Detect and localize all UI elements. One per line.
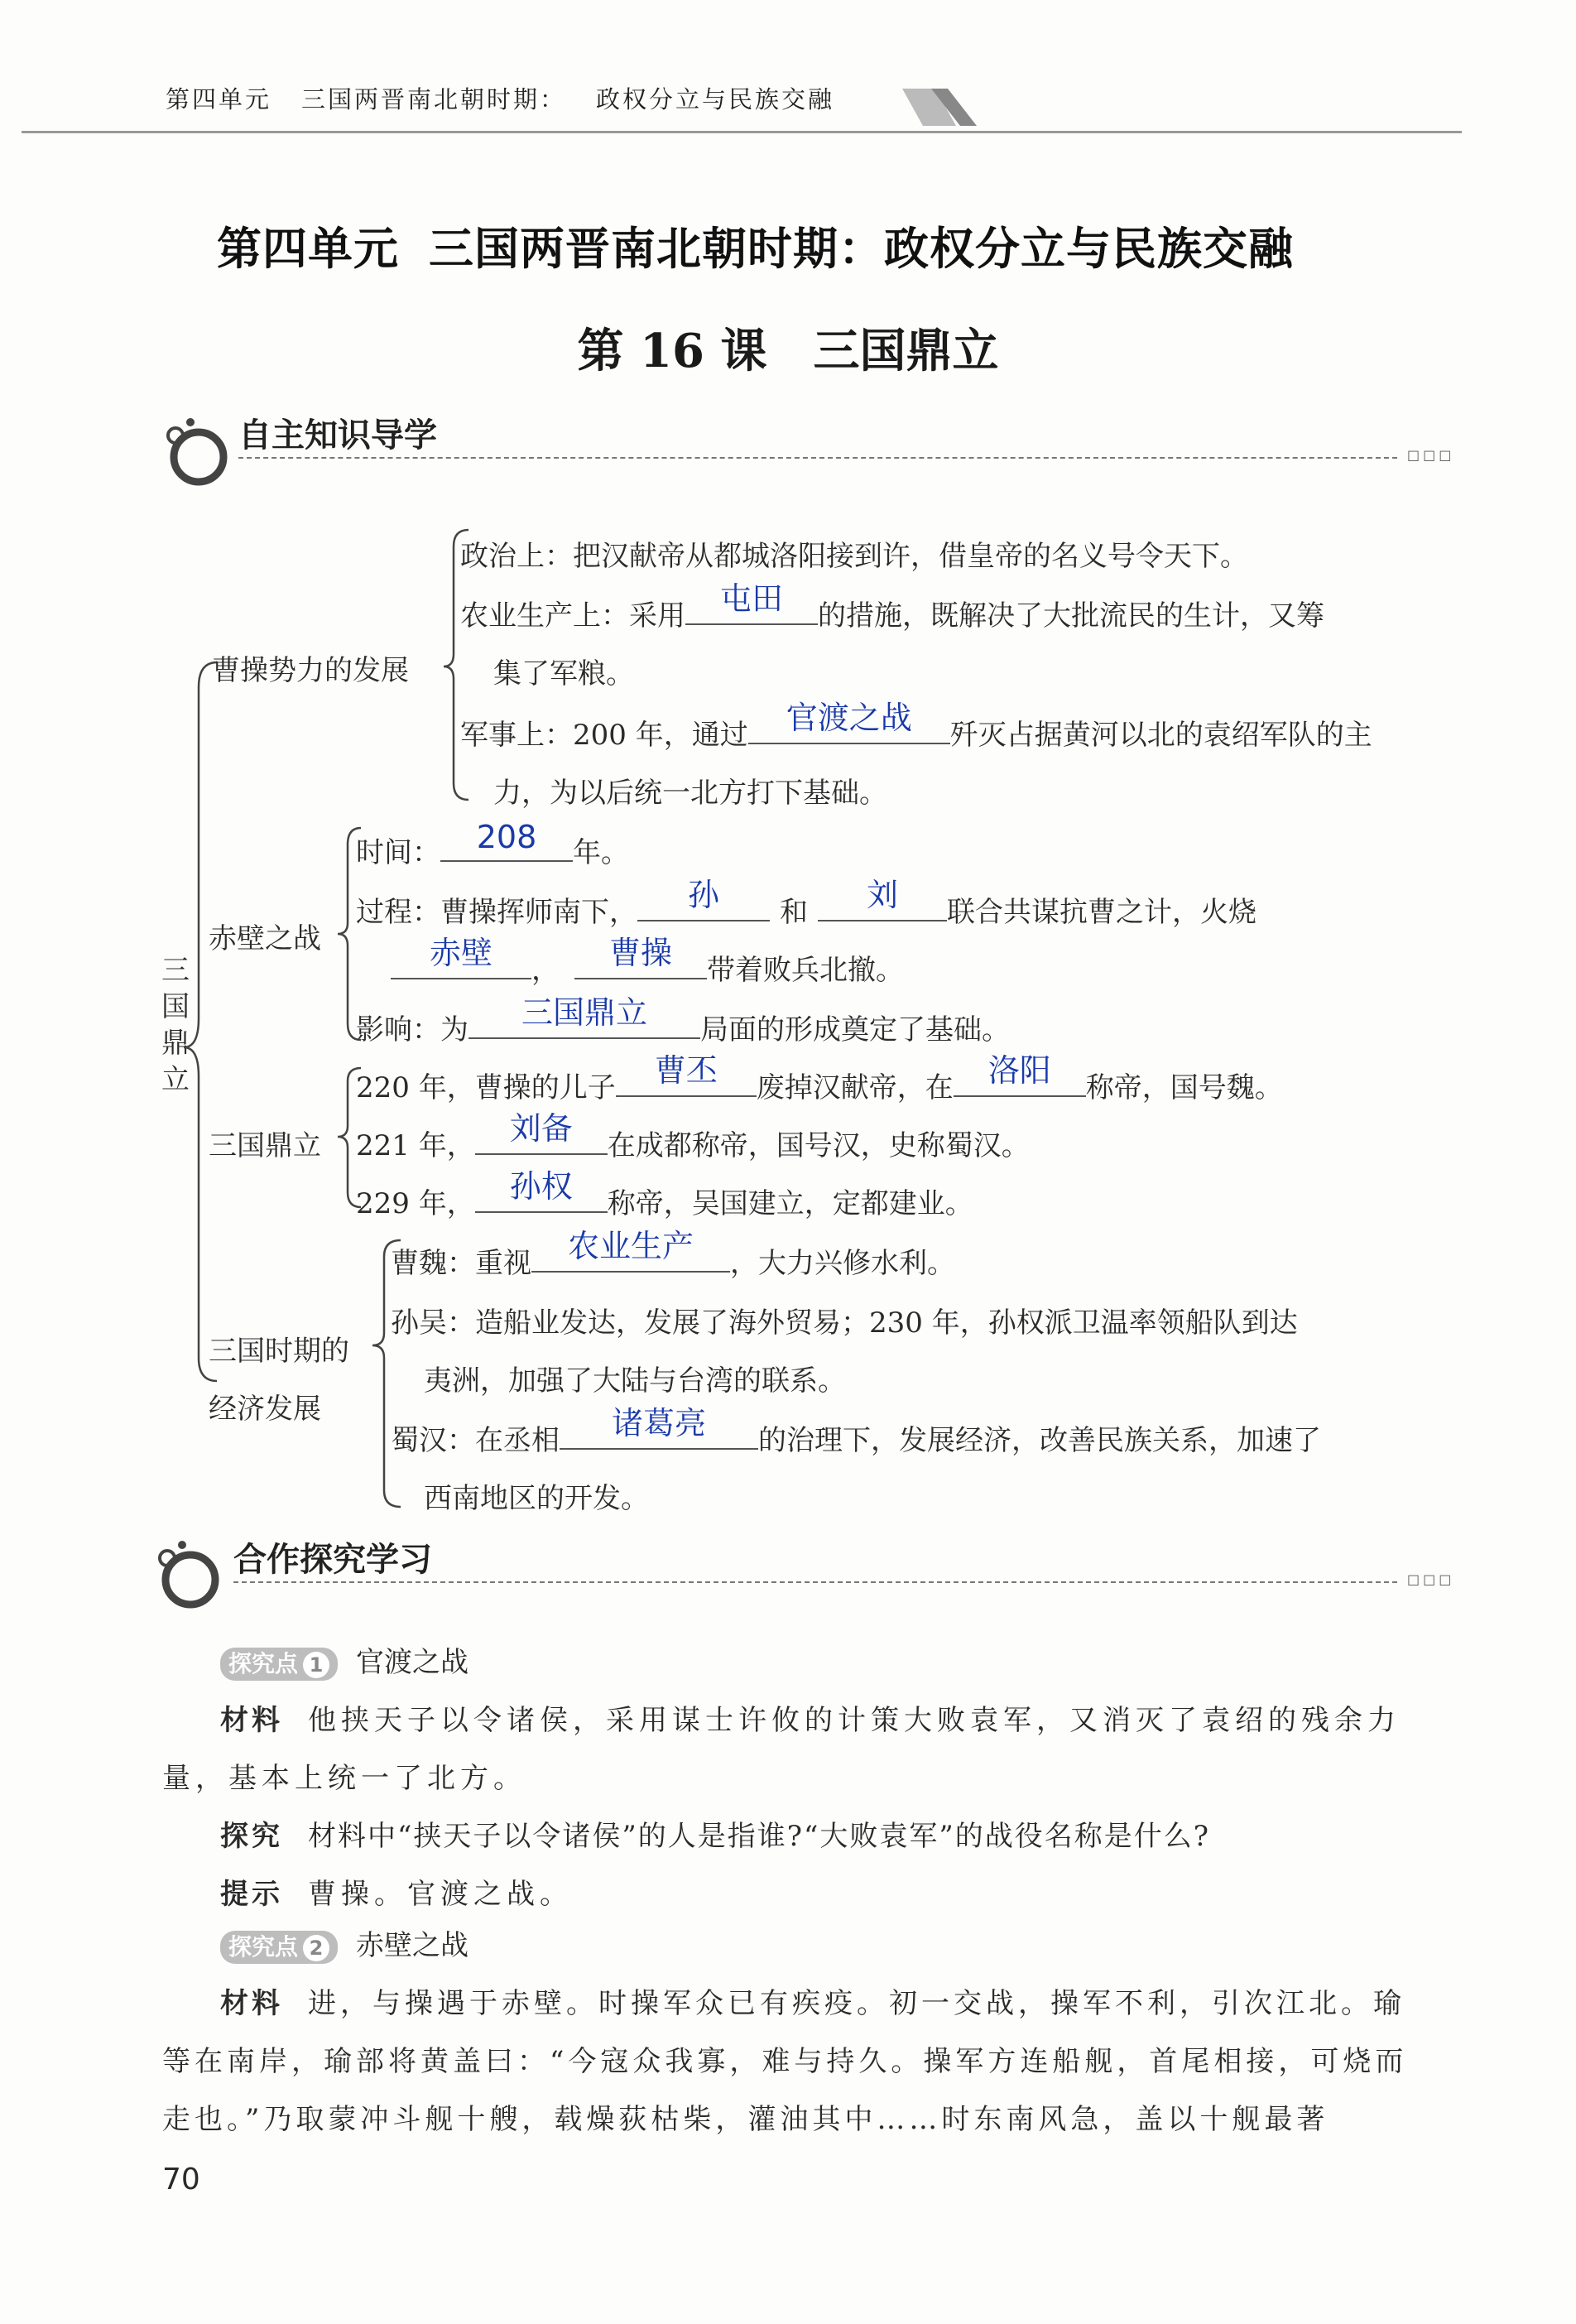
hint-keyword: 提示 — [220, 1878, 283, 1911]
three-229-suffix: 称帝，吴国建立，定都建业。 — [607, 1187, 973, 1220]
answer-blank[interactable] — [440, 819, 573, 862]
handwritten-answer: 洛阳 — [987, 1052, 1051, 1089]
cao-military-continued: 力，为以后统一北方打下基础。 — [493, 777, 887, 810]
handwritten-answer: 孙权 — [509, 1168, 573, 1205]
three-220-prefix: 220 年，曹操的儿子 — [356, 1071, 616, 1104]
cao-agriculture-prefix: 农业生产上：采用 — [460, 599, 685, 633]
chibi-process — [356, 877, 1256, 930]
cao-military-prefix: 军事上：200 年，通过 — [460, 719, 748, 752]
inquiry-1-title: 官渡之战 — [356, 1646, 469, 1679]
economy-shu-suffix: 的治理下，发展经济，改善民族关系，加速了 — [758, 1424, 1321, 1457]
inquiry-1-question — [220, 1807, 1210, 1866]
handwritten-answer: 曹丕 — [654, 1052, 718, 1089]
three-221-prefix: 221 年， — [356, 1129, 475, 1162]
economy-wei-suffix: ，大力兴修水利。 — [730, 1247, 955, 1280]
economy-wu: 孙吴：造船业发达，发展了海外贸易；230 年，孙权派卫温率领船队到达 — [391, 1306, 1298, 1340]
chibi-process-end: 带着败兵北撤。 — [707, 954, 904, 987]
answer-blank[interactable] — [391, 935, 531, 979]
unit-title-text: 三国两晋南北朝时期：政权分立与民族交融 — [429, 223, 1294, 275]
material-keyword: 材料 — [220, 1987, 283, 2020]
handwritten-answer: 官渡之战 — [786, 700, 912, 736]
economy-shu — [391, 1405, 1321, 1458]
section-squares-decoration: □□□ — [1407, 1571, 1455, 1587]
three-kingdoms-221 — [356, 1110, 1030, 1163]
answer-blank[interactable] — [616, 1052, 757, 1097]
economy-wei — [391, 1228, 955, 1281]
inquiry-badge-number: 1 — [303, 1652, 329, 1678]
cao-military-suffix: 歼灭占据黄河以北的袁绍军队的主 — [949, 719, 1372, 752]
handwritten-answer: 208 — [476, 819, 537, 855]
chibi-effect-suffix: 局面的形成奠定了基础。 — [700, 1013, 1010, 1047]
answer-blank[interactable] — [475, 1110, 608, 1155]
handwritten-answer: 赤壁 — [429, 935, 492, 971]
three-kingdoms-220 — [356, 1052, 1283, 1105]
inquiry-badge-text: 探究点 — [228, 1933, 299, 1961]
handwritten-answer: 刘 — [866, 877, 898, 913]
section-title-self-study: 自主知识导学 — [238, 416, 437, 455]
three-221-suffix: 在成都称帝，国号汉，史称蜀汉。 — [607, 1129, 1030, 1162]
chibi-process-suffix: 联合共谋抗曹之计，火烧 — [947, 896, 1256, 929]
inquiry-badge — [220, 1648, 338, 1681]
economy-shu-prefix: 蜀汉：在丞相 — [391, 1424, 560, 1457]
running-header-unit: 第四单元 — [166, 85, 272, 113]
handwritten-answer: 三国鼎立 — [521, 994, 647, 1031]
handwritten-answer: 曹操 — [608, 935, 672, 971]
chibi-effect-prefix: 影响：为 — [356, 1013, 468, 1047]
answer-blank[interactable] — [468, 994, 700, 1039]
section-title-cooperative-inquiry: 合作探究学习 — [233, 1541, 432, 1579]
three-220-middle: 废掉汉献帝，在 — [756, 1071, 954, 1104]
question-keyword: 探究 — [220, 1820, 283, 1853]
lesson-number: 第 16 课 — [577, 324, 767, 378]
three-kingdoms-229 — [356, 1168, 973, 1221]
inquiry-2-line1: 进，与操遇于赤壁。时操军众已有疾疫。初一交战，操军不利，引次江北。瑜 — [308, 1987, 1405, 2020]
inquiry-1-hint-text: 曹操。官渡之战。 — [308, 1878, 573, 1911]
cao-military — [460, 700, 1372, 753]
inquiry-1-hint — [220, 1864, 573, 1924]
inquiry-2-heading — [220, 1922, 468, 1964]
answer-blank[interactable] — [475, 1168, 608, 1213]
inquiry-2-line3: 走也。”乃取蒙冲斗舰十艘，载燥荻枯柴，灌油其中……时东南风急，盖以十舰最著 — [162, 2103, 1329, 2136]
answer-blank[interactable] — [531, 1228, 730, 1273]
cao-agriculture — [460, 580, 1324, 633]
chibi-process-and: 和 — [780, 896, 808, 929]
handwritten-answer: 刘备 — [509, 1110, 573, 1147]
inquiry-1-material-continued: 量，基本上统一了北方。 — [162, 1762, 526, 1795]
economy-wu-continued: 夷洲，加强了大陆与台湾的联系。 — [424, 1364, 846, 1398]
chibi-time-prefix: 时间： — [356, 836, 440, 869]
three-220-suffix: 称帝，国号魏。 — [1085, 1071, 1283, 1104]
cao-politics: 政治上：把汉献帝从都城洛阳接到许，借皇帝的名义号令天下。 — [460, 540, 1248, 573]
page-number: 70 — [162, 2163, 200, 2196]
answer-blank[interactable] — [685, 580, 818, 625]
inquiry-2-line2: 等在南岸，瑜部将黄盖曰：“今寇众我寡，难与持久。操军方连船舰，首尾相接，可烧而 — [162, 2045, 1408, 2078]
chibi-process-prefix: 过程：曹操挥师南下， — [356, 896, 637, 929]
section-squares-decoration: □□□ — [1407, 447, 1455, 463]
handwritten-answer: 屯田 — [719, 580, 783, 617]
cao-agriculture-suffix: 的措施，既解决了大批流民的生计，又筹 — [818, 599, 1324, 633]
material-keyword: 材料 — [220, 1704, 283, 1737]
economy-wei-prefix: 曹魏：重视 — [391, 1247, 531, 1280]
answer-blank[interactable] — [574, 935, 707, 979]
tree-economy-label-line1: 三国时期的 — [209, 1335, 349, 1368]
inquiry-2-title: 赤壁之战 — [356, 1929, 469, 1962]
inquiry-1-question-text: 材料中“挟天子以令诸侯”的人是指谁?“大败袁军”的战役名称是什么? — [308, 1820, 1210, 1853]
inquiry-badge-text: 探究点 — [228, 1650, 299, 1677]
answer-blank[interactable] — [818, 877, 947, 921]
answer-blank[interactable] — [637, 877, 770, 921]
lesson-name: 三国鼎立 — [813, 324, 999, 378]
section-bubbles-icon — [154, 1535, 220, 1609]
chibi-time-suffix: 年。 — [573, 836, 629, 869]
running-header-theme: 政权分立与民族交融 — [596, 85, 835, 113]
handwritten-answer: 诸葛亮 — [611, 1405, 706, 1441]
inquiry-badge-number: 2 — [303, 1935, 329, 1961]
handwritten-answer: 孙 — [687, 877, 719, 913]
inquiry-1-material — [220, 1691, 1401, 1750]
answer-blank[interactable] — [954, 1052, 1086, 1097]
inquiry-badge — [220, 1931, 338, 1964]
inquiry-1-material-text: 他挟天子以令诸侯，采用谋士许攸的计策大败袁军，又消灭了袁绍的残余力 — [308, 1704, 1401, 1737]
handwritten-answer: 农业生产 — [567, 1228, 694, 1264]
economy-shu-continued: 西南地区的开发。 — [424, 1482, 649, 1515]
tree-chibi-label: 赤壁之战 — [209, 922, 321, 955]
tree-three-kingdoms-label: 三国鼎立 — [209, 1129, 321, 1162]
section-divider — [233, 1581, 1397, 1585]
cao-agriculture-continued: 集了军粮。 — [493, 657, 634, 690]
answer-blank[interactable] — [748, 700, 950, 744]
tree-root-label: 三 国 鼎 立 — [161, 954, 190, 1096]
inquiry-1-heading — [220, 1639, 468, 1681]
unit-title-number: 第四单元 — [217, 223, 399, 275]
answer-blank[interactable] — [560, 1405, 758, 1450]
tree-cao-label: 曹操势力的发展 — [212, 654, 409, 687]
chibi-time — [356, 819, 629, 870]
three-229-prefix: 229 年， — [356, 1187, 475, 1220]
chibi-process-separator: ， — [531, 954, 560, 987]
chibi-process-continued — [391, 935, 904, 988]
running-header-period: 三国两晋南北朝时期： — [301, 85, 567, 113]
chibi-effect — [356, 994, 1010, 1047]
tree-economy-label-line2: 经济发展 — [209, 1393, 321, 1426]
inquiry-2-material — [220, 1974, 1405, 2033]
